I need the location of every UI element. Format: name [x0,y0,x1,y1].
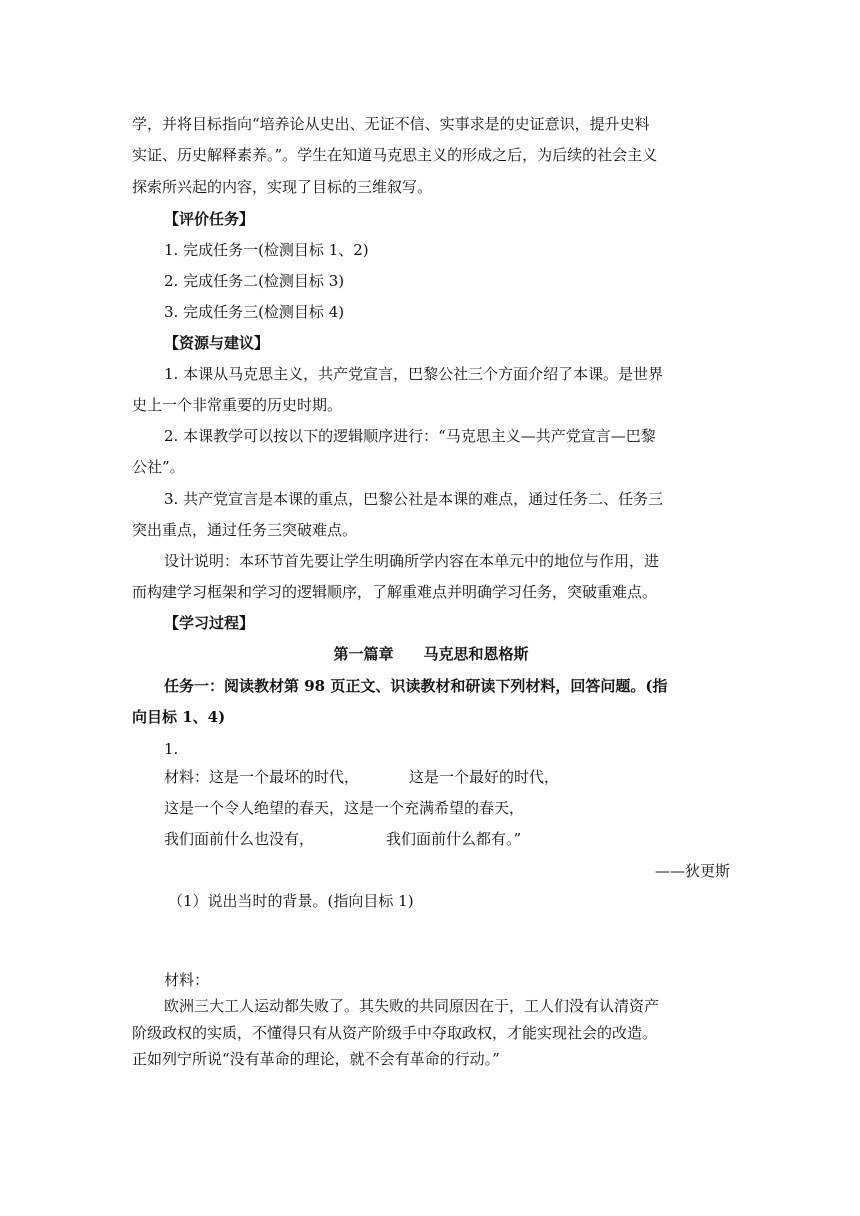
resource-p2-line-1: 2. 本课教学可以按以下的逻辑顺序进行：“马克思主义—共产党宣言—巴黎 [164,427,656,445]
material-2-line-2: 阶级政权的实质，不懂得只有从资产阶级手中夺取政权，才能实现社会的改造。 [132,1024,658,1042]
intro-line-1: 学，并将目标指向“培养论从史出、无证不信、实事求是的史证意识，提升史料 [132,115,650,133]
material-2-line-1: 欧洲三大工人运动都失败了。其失败的共同原因在于，工人们没有认清资产 [164,997,660,1015]
eval-item-2: 2. 完成任务二(检测目标 3) [164,272,345,290]
eval-item-3: 3. 完成任务三(检测目标 4) [164,303,345,321]
resource-heading: 【资源与建议】 [164,334,270,352]
material-2-label: 材料： [164,971,210,989]
resource-p3-line-2: 突出重点，通过任务三突破难点。 [132,521,358,539]
quote-line-1 [132,762,762,793]
quote-line-3a: 我们面前什么也没有， [164,830,315,848]
quote-line-2: 这是一个令人绝望的春天，这是一个充满希望的春天， [164,799,525,817]
quote-line-1b: 这是一个最好的时代， [409,768,560,786]
intro-line-3: 探索所兴起的内容，实现了目标的三维叙写。 [132,178,433,196]
question-number: 1. [164,740,179,758]
intro-line-2: 实证、历史解释素养。”。学生在知道马克思主义的形成之后，为后续的社会主义 [132,146,658,164]
material-2-line-3: 正如列宁所说“没有革命的理论，就不会有革命的行动。” [132,1050,500,1068]
quote-line-3 [132,824,762,855]
quote-line-3b: 我们面前什么都有。” [386,830,522,848]
resource-p1-line-1: 1. 本课从马克思主义，共产党宣言，巴黎公社三个方面介绍了本课。是世界 [164,365,664,383]
chapter-title: 第一篇章 马克思和恩格斯 [333,645,529,663]
task1-line-2: 向目标 1、4) [132,708,226,726]
resource-p1-line-2: 史上一个非常重要的历史时期。 [132,396,343,414]
task1-line-1: 任务一：阅读教材第 98 页正文、识读教材和研读下列材料，回答问题。(指 [164,677,668,695]
eval-item-1: 1. 完成任务一(检测目标 1、2) [164,241,369,259]
resource-p3-line-1: 3. 共产党宣言是本课的重点，巴黎公社是本课的难点，通过任务二、任务三 [164,490,664,508]
design-note-line-2: 而构建学习框架和学习的逻辑顺序，了解重难点并明确学习任务，突破重难点。 [132,583,658,601]
process-heading: 【学习过程】 [164,614,255,632]
eval-heading: 【评价任务】 [164,210,255,228]
quote-author: ——狄更斯 [654,862,730,880]
design-note-line-1: 设计说明：本环节首先要让学生明确所学内容在本单元中的地位与作用，进 [164,552,660,570]
quote-line-1a: 材料：这是一个最坏的时代， [164,768,360,786]
resource-p2-line-2: 公社”。 [132,458,185,476]
sub-question-1: （1）说出当时的背景。(指向目标 1) [168,892,414,910]
